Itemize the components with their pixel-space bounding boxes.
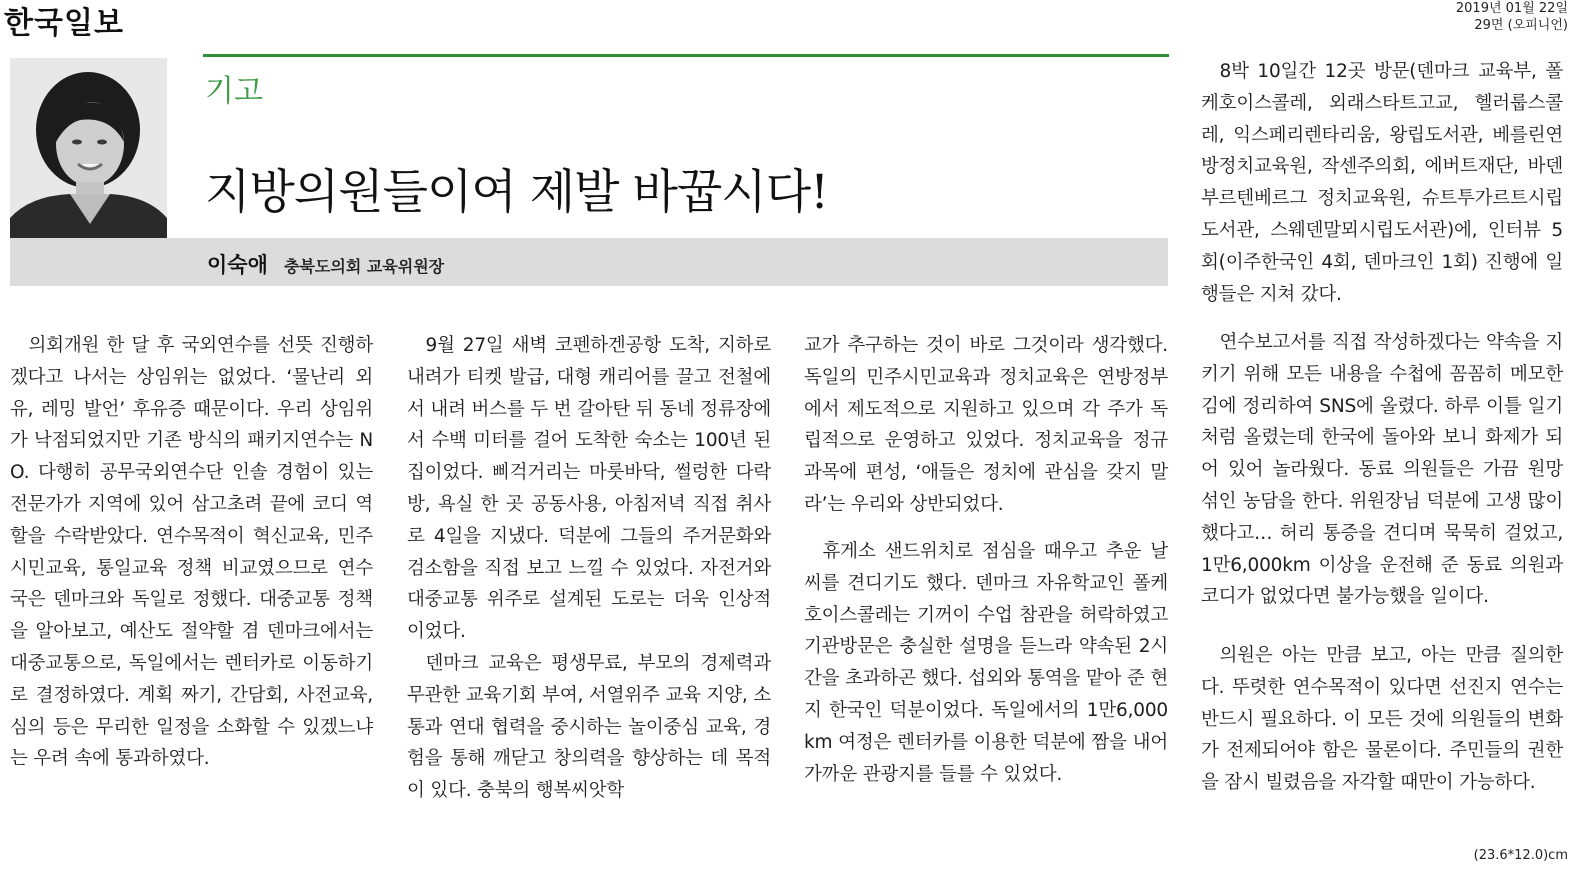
publication-meta — [1456, 0, 1568, 34]
publication-date: 2019년 01월 22일 — [1455, 1, 1568, 16]
header-rule — [203, 54, 1169, 57]
paragraph-3-text: 덴마크 교육은 평생무료, 부모의 경제력과 무관한 교육기회 부여, 서열위주 교육 지양, 소통과 연대 협력을 중시하는 놀이중심 교육, 경험을 통해 깨닫고 창의력을 향상하는 데 목적이 있다. 충북의 행복씨앗학 — [407, 652, 771, 802]
article-paragraph-6: 연수보고서를 직접 작성하겠다는 약속을 지키기 위해 모든 내용을 수첩에 꼼꼼히 메모한 김에 정리하여 SNS에 올렸다. 하루 이틀 일기처럼 올렸는데 한국에 돌아와 보니 화제가 되어 있어 놀라웠다. 동료 의원들은 가끔 원망 섞인 농담을 한다. 위원장님 덕분에 고생 많이 했다고… 허리 통증을 견디며 묵묵히 걸었고, 1만6,000km 이상을 운전해 준 동료 의원과 코디가 없었다면 불가능했을 일이다. — [1201, 332, 1563, 608]
article-size-note: (23.6*12.0)cm — [1473, 848, 1568, 863]
author-title: 충북도의회 교육위원장 — [284, 257, 445, 276]
article-paragraph-2 — [407, 330, 771, 807]
page-section: 29면 (오피니언) — [1474, 18, 1568, 33]
paragraph-2-text: 9월 27일 새벽 코펜하겐공항 도착, 지하로 내려가 티켓 발급, 대형 캐리어를 끌고 전철에서 내려 버스를 두 번 갈아탄 뒤 동네 정류장에서 수백 미터를 걸어 도착한 숙소는 100년 된 집이었다. 삐걱거리는 마룻바닥, 썰렁한 다락방, 욕실 한 곳 공동사용, 아침저녁 직접 취사로 4일을 지냈다. 덕분에 그들의 주거문화와 검소함을 직접 보고 느낄 수 있었다. 자전거와 대중교통 위주로 설계된 도로는 더욱 인상적이었다. — [407, 335, 771, 643]
section-label: 기고 — [205, 74, 263, 109]
article-paragraph-7: 의원은 아는 만큼 보고, 아는 만큼 질의한다. 뚜렷한 연수목적이 있다면 선진지 연수는 반드시 필요하다. 이 모든 것에 의원들의 변화가 전제되어야 함은 물론이다. 주민들의 권한을 잠시 빌렸음을 자각할 때만이 가능하다. — [1201, 645, 1563, 794]
byline-bar — [10, 238, 1168, 286]
article-headline: 지방의원들이여 제발 바꿉시다! — [205, 165, 828, 220]
author-name: 이숙애 — [207, 253, 268, 277]
newspaper-masthead: 한국일보 — [4, 6, 124, 41]
author-photo — [10, 58, 167, 238]
article-paragraph-3-continued: 교가 추구하는 것이 바로 그것이라 생각했다. 독일의 민주시민교육과 정치교육은 연방정부에서 제도적으로 지원하고 있으며 각 주가 독립적으로 운영하고 있었다. 정치교육을 정규과목에 편성, ‘애들은 정치에 관심을 갖지 말라’는 우리와 상반되었다. — [804, 335, 1168, 515]
article-paragraph-5: 8박 10일간 12곳 방문(덴마크 교육부, 폴케호이스콜레, 외래스타트고교, 헬러룹스콜레, 익스페리렌타리움, 왕립도서관, 베를린연방정치교육원, 작센주의회, 에버트재단, 바덴부르텐베르그 정치교육원, 슈트투가르트시립도서관, 스웨덴말뫼시립도서관)에, 인터뷰 5회(이주한국인 4회, 덴마크인 1회) 진행에 일행들은 지쳐 갔다. — [1201, 61, 1563, 305]
portrait-image — [10, 58, 167, 238]
article-paragraph-4: 휴게소 샌드위치로 점심을 때우고 추운 날씨를 견디기도 했다. 덴마크 자유학교인 폴케호이스콜레는 기꺼이 수업 참관을 허락하였고 기관방문은 충실한 설명을 듣느라 약속된 2시간을 초과하곤 했다. 섭외와 통역을 맡아 준 현지 한국인 덕분이었다. 독일에서의 1만6,000km 여정은 렌터카를 이용한 덕분에 짬을 내어 가까운 관광지를 들를 수 있었다. — [804, 541, 1168, 785]
article-paragraph-1: 의회개원 한 달 후 국외연수를 선뜻 진행하겠다고 나서는 상임위는 없었다. ‘물난리 외유, 레밍 발언’ 후유증 때문이다. 우리 상임위가 낙점되었지만 기존 방식의 패키지연수는 NO. 다행히 공무국외연수단 인솔 경험이 있는 전문가가 지역에 있어 삼고초려 끝에 코디 역할을 수락받았다. 연수목적이 혁신교육, 민주시민교육, 통일교육 정책 비교였으므로 연수국은 덴마크와 독일로 정했다. 대중교통 정책을 알아보고, 예산도 절약할 겸 덴마크에서는 대중교통으로, 독일에서는 렌터카로 이동하기로 결정하였다. 계획 짜기, 간담회, 사전교육, 심의 등은 무리한 일정을 소화할 수 있겠느냐는 우려 속에 통과하였다. — [10, 335, 373, 770]
